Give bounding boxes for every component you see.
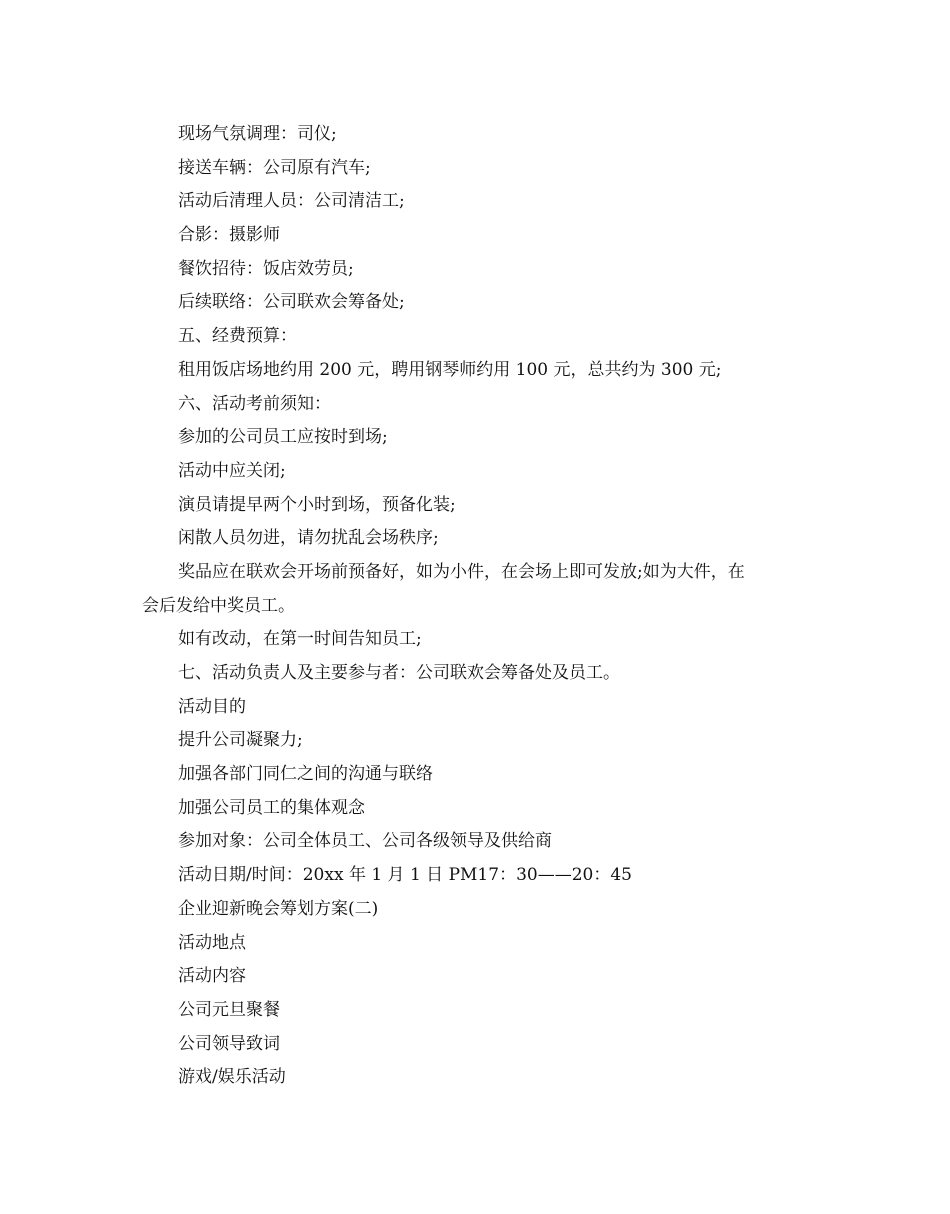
text-line: 公司领导致词 xyxy=(178,1033,280,1054)
text-line: 现场气氛调理：司仪; xyxy=(178,124,337,144)
section-heading: 六、活动考前须知： xyxy=(178,393,331,414)
text-line: 加强公司员工的集体观念 xyxy=(178,797,365,818)
text-line: 活动内容 xyxy=(178,966,246,987)
text-line: 餐饮招待：饭店效劳员; xyxy=(178,258,354,279)
text-line: 活动中应关闭; xyxy=(178,460,286,481)
document-subtitle: 企业迎新晚会筹划方案(二) xyxy=(178,898,379,919)
document-body xyxy=(142,118,814,1095)
section-heading: 七、活动负责人及主要参与者：公司联欢会筹备处及员工。 xyxy=(178,663,620,683)
text-line: 接送车辆：公司原有汽车; xyxy=(178,157,371,178)
text-line: 奖品应在联欢会开场前预备好，如为小件，在会场上即可发放;如为大件，在 xyxy=(178,561,745,582)
text-line: 活动后清理人员：公司清洁工; xyxy=(178,191,405,212)
text-line: 参加的公司员工应按时到场; xyxy=(178,427,388,448)
text-line: 活动目的 xyxy=(178,696,246,717)
text-line: 参加对象：公司全体员工、公司各级领导及供给商 xyxy=(178,831,552,852)
text-line: 闲散人员勿进，请勿扰乱会场秩序; xyxy=(178,528,439,549)
text-line: 如有改动，在第一时间告知员工; xyxy=(178,629,422,650)
text-line: 合影：摄影师 xyxy=(178,225,280,246)
text-line: 活动日期/时间：20xx 年 1 月 1 日 PM17：30——20：45 xyxy=(178,865,632,886)
text-line: 游戏/娱乐活动 xyxy=(178,1067,286,1088)
text-line-continuation: 会后发给中奖员工。 xyxy=(142,595,295,616)
text-line: 公司元旦聚餐 xyxy=(178,999,280,1020)
text-line: 租用饭店场地约用 200 元，聘用钢琴师约用 100 元，总共约为 300 元; xyxy=(178,359,722,380)
section-heading: 五、经费预算： xyxy=(178,326,297,347)
text-line: 演员请提早两个小时到场，预备化装; xyxy=(178,494,456,515)
text-line: 加强各部门同仁之间的沟通与联络 xyxy=(178,764,433,785)
text-line: 活动地点 xyxy=(178,932,246,953)
text-line: 后续联络：公司联欢会筹备处; xyxy=(178,292,405,313)
text-line: 提升公司凝聚力; xyxy=(178,730,303,751)
